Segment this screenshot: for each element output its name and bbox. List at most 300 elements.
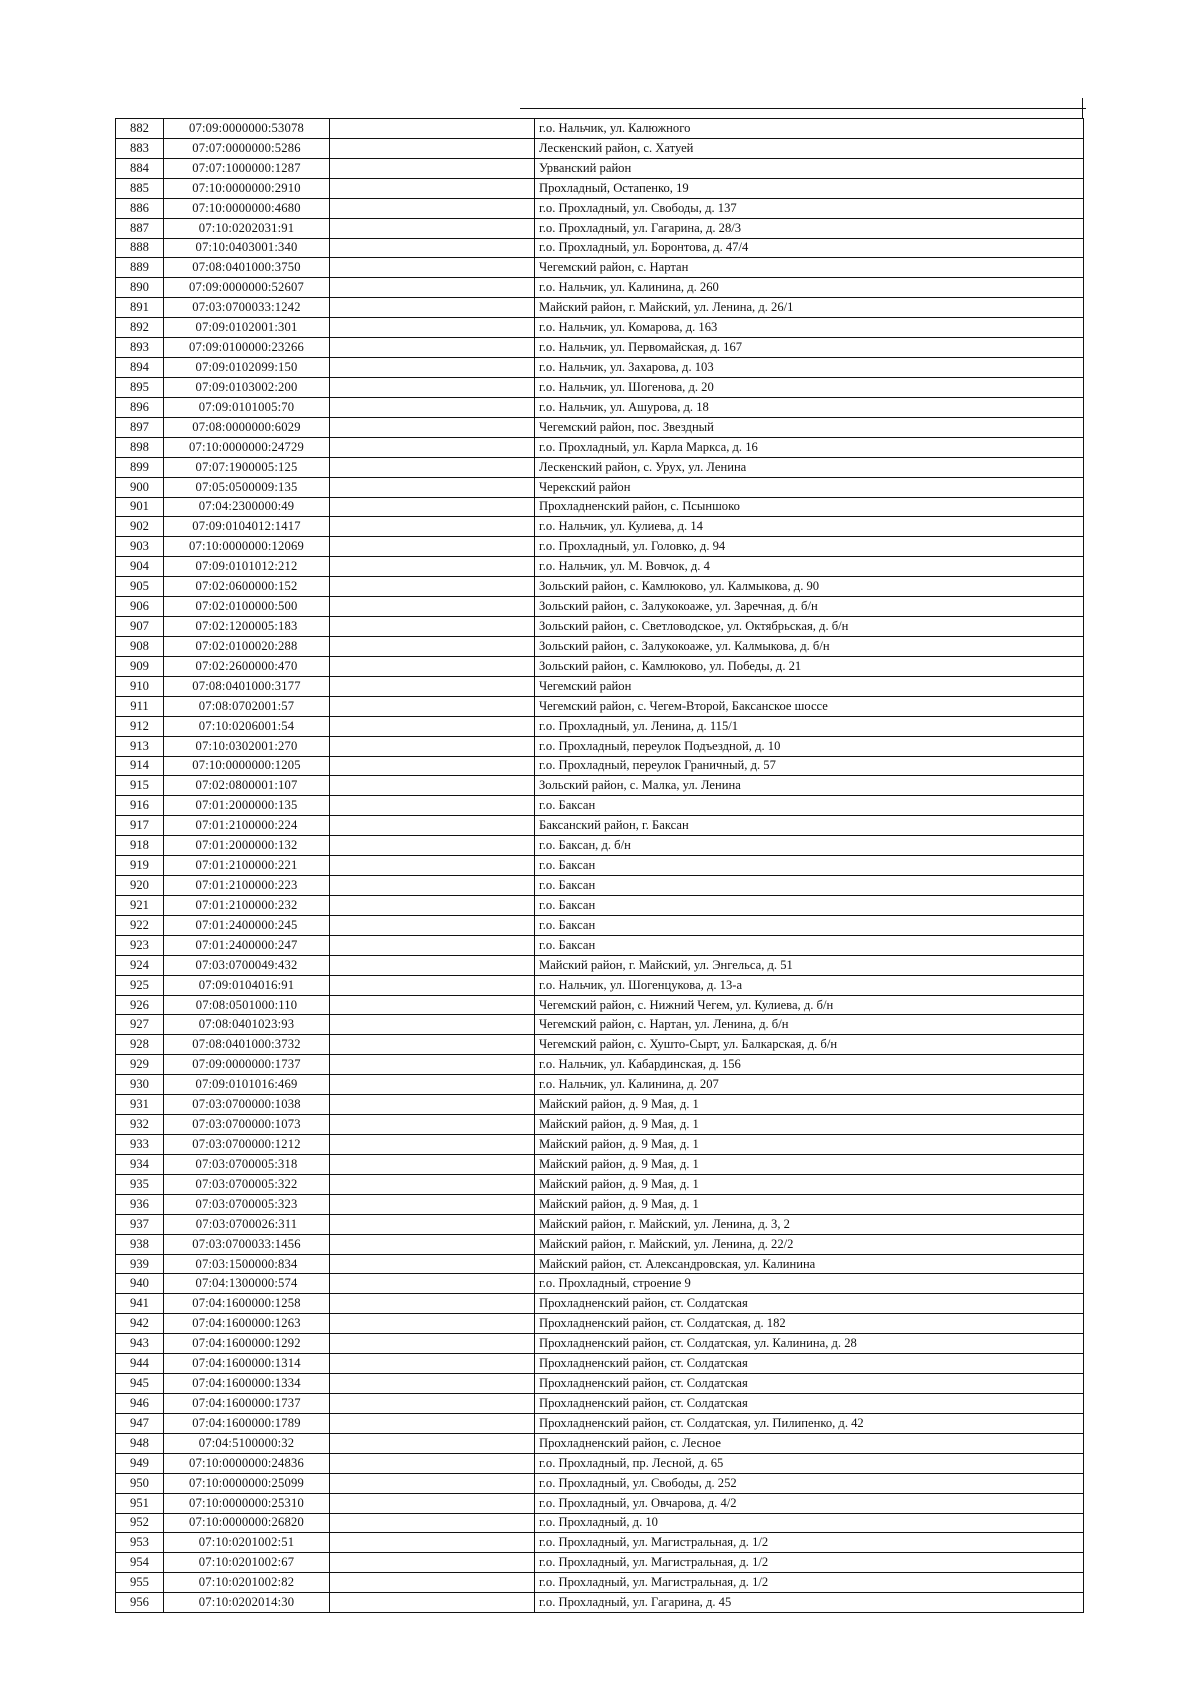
address-cell: Майский район, д. 9 Мая, д. 1 xyxy=(535,1115,1084,1135)
address-cell: Майский район, ст. Александровская, ул. Калинина xyxy=(535,1254,1084,1274)
table-row xyxy=(116,1473,1084,1493)
table-row xyxy=(116,557,1084,577)
cadastral-number-cell: 07:08:0401000:3750 xyxy=(164,258,330,278)
cadastral-number-cell: 07:10:0000000:12069 xyxy=(164,537,330,557)
row-number-cell: 944 xyxy=(116,1354,164,1374)
row-number-cell: 910 xyxy=(116,676,164,696)
table-row xyxy=(116,417,1084,437)
empty-cell xyxy=(330,338,535,358)
row-number-cell: 890 xyxy=(116,278,164,298)
cadastral-number-cell: 07:09:0102099:150 xyxy=(164,358,330,378)
table-row xyxy=(116,517,1084,537)
table-row xyxy=(116,377,1084,397)
address-cell: Прохладный, Остапенко, 19 xyxy=(535,178,1084,198)
empty-cell xyxy=(330,1194,535,1214)
cadastral-number-cell: 07:04:1600000:1258 xyxy=(164,1294,330,1314)
cadastral-number-cell: 07:01:2100000:221 xyxy=(164,856,330,876)
cadastral-number-cell: 07:10:0302001:270 xyxy=(164,736,330,756)
row-number-cell: 946 xyxy=(116,1394,164,1414)
empty-cell xyxy=(330,796,535,816)
table-row xyxy=(116,1354,1084,1374)
cadastral-number-cell: 07:10:0000000:25310 xyxy=(164,1493,330,1513)
address-cell: Зольский район, с. Залукокоаже, ул. Заречная, д. б/н xyxy=(535,597,1084,617)
address-cell: г.о. Прохладный, д. 10 xyxy=(535,1513,1084,1533)
empty-cell xyxy=(330,895,535,915)
address-cell: г.о. Баксан xyxy=(535,796,1084,816)
empty-cell xyxy=(330,1453,535,1473)
table-row xyxy=(116,1274,1084,1294)
table-row xyxy=(116,1135,1084,1155)
row-number-cell: 948 xyxy=(116,1433,164,1453)
address-cell: г.о. Прохладный, строение 9 xyxy=(535,1274,1084,1294)
table-row xyxy=(116,1553,1084,1573)
table-row xyxy=(116,1533,1084,1553)
address-cell: Прохладненский район, с. Лесное xyxy=(535,1433,1084,1453)
cadastral-number-cell: 07:10:0201002:67 xyxy=(164,1553,330,1573)
cadastral-number-cell: 07:10:0000000:2910 xyxy=(164,178,330,198)
address-cell: г.о. Прохладный, ул. Гагарина, д. 45 xyxy=(535,1593,1084,1613)
table-row xyxy=(116,776,1084,796)
empty-cell xyxy=(330,477,535,497)
empty-cell xyxy=(330,696,535,716)
cadastral-number-cell: 07:08:0401000:3177 xyxy=(164,676,330,696)
table-row xyxy=(116,676,1084,696)
address-cell: Майский район, г. Майский, ул. Ленина, д. 3, 2 xyxy=(535,1214,1084,1234)
row-number-cell: 912 xyxy=(116,716,164,736)
empty-cell xyxy=(330,1095,535,1115)
empty-cell xyxy=(330,935,535,955)
empty-cell xyxy=(330,119,535,139)
table-row xyxy=(116,437,1084,457)
empty-cell xyxy=(330,218,535,238)
address-cell: Баксанский район, г. Баксан xyxy=(535,816,1084,836)
table-row xyxy=(116,756,1084,776)
address-cell: Чегемский район, с. Чегем-Второй, Баксанское шоссе xyxy=(535,696,1084,716)
address-cell: г.о. Нальчик, ул. Захарова, д. 103 xyxy=(535,358,1084,378)
table-row xyxy=(116,796,1084,816)
table-row xyxy=(116,338,1084,358)
row-number-cell: 886 xyxy=(116,198,164,218)
address-cell: Прохладненский район, ст. Солдатская, ул. Калинина, д. 28 xyxy=(535,1334,1084,1354)
table-row xyxy=(116,1573,1084,1593)
row-number-cell: 921 xyxy=(116,895,164,915)
cadastral-number-cell: 07:02:0100000:500 xyxy=(164,597,330,617)
cadastral-number-cell: 07:09:0101005:70 xyxy=(164,397,330,417)
table-row xyxy=(116,1055,1084,1075)
address-cell: г.о. Нальчик, ул. Шогенцукова, д. 13-а xyxy=(535,975,1084,995)
empty-cell xyxy=(330,1294,535,1314)
row-number-cell: 934 xyxy=(116,1154,164,1174)
cadastral-number-cell: 07:07:0000000:5286 xyxy=(164,138,330,158)
empty-cell xyxy=(330,1513,535,1533)
row-number-cell: 918 xyxy=(116,836,164,856)
row-number-cell: 892 xyxy=(116,318,164,338)
empty-cell xyxy=(330,1533,535,1553)
empty-cell xyxy=(330,756,535,776)
row-number-cell: 943 xyxy=(116,1334,164,1354)
cadastral-number-cell: 07:07:1000000:1287 xyxy=(164,158,330,178)
empty-cell xyxy=(330,776,535,796)
address-cell: Майский район, г. Майский, ул. Энгельса, д. 51 xyxy=(535,955,1084,975)
address-cell: г.о. Баксан xyxy=(535,895,1084,915)
empty-cell xyxy=(330,377,535,397)
row-number-cell: 951 xyxy=(116,1493,164,1513)
address-cell: Прохладненский район, ст. Солдатская, ул. Пилипенко, д. 42 xyxy=(535,1413,1084,1433)
cadastral-number-cell: 07:05:0500009:135 xyxy=(164,477,330,497)
table-row xyxy=(116,198,1084,218)
empty-cell xyxy=(330,1174,535,1194)
row-number-cell: 885 xyxy=(116,178,164,198)
table-row xyxy=(116,636,1084,656)
table-row xyxy=(116,358,1084,378)
empty-cell xyxy=(330,1274,535,1294)
address-cell: Урванский район xyxy=(535,158,1084,178)
address-cell: г.о. Прохладный, ул. Свободы, д. 137 xyxy=(535,198,1084,218)
table-row xyxy=(116,836,1084,856)
cadastral-number-cell: 07:09:0104012:1417 xyxy=(164,517,330,537)
address-cell: г.о. Прохладный, ул. Боронтова, д. 47/4 xyxy=(535,238,1084,258)
table-row xyxy=(116,1115,1084,1135)
row-number-cell: 919 xyxy=(116,856,164,876)
cadastral-number-cell: 07:10:0201002:82 xyxy=(164,1573,330,1593)
address-cell: г.о. Прохладный, ул. Свободы, д. 252 xyxy=(535,1473,1084,1493)
address-cell: г.о. Баксан xyxy=(535,856,1084,876)
cadastral-number-cell: 07:02:2600000:470 xyxy=(164,656,330,676)
empty-cell xyxy=(330,1394,535,1414)
table-row xyxy=(116,935,1084,955)
empty-cell xyxy=(330,716,535,736)
row-number-cell: 941 xyxy=(116,1294,164,1314)
address-cell: Майский район, д. 9 Мая, д. 1 xyxy=(535,1135,1084,1155)
row-number-cell: 899 xyxy=(116,457,164,477)
cadastral-number-cell: 07:04:2300000:49 xyxy=(164,497,330,517)
table-row xyxy=(116,975,1084,995)
empty-cell xyxy=(330,1573,535,1593)
cadastral-number-cell: 07:04:1600000:1263 xyxy=(164,1314,330,1334)
table-row xyxy=(116,577,1084,597)
table-row xyxy=(116,119,1084,139)
cadastral-number-cell: 07:09:0101012:212 xyxy=(164,557,330,577)
empty-cell xyxy=(330,736,535,756)
empty-cell xyxy=(330,1115,535,1135)
row-number-cell: 897 xyxy=(116,417,164,437)
table-row xyxy=(116,1374,1084,1394)
table-row xyxy=(116,158,1084,178)
table-row xyxy=(116,497,1084,517)
address-cell: Черекский район xyxy=(535,477,1084,497)
table-row xyxy=(116,1254,1084,1274)
cadastral-number-cell: 07:09:0101016:469 xyxy=(164,1075,330,1095)
row-number-cell: 947 xyxy=(116,1413,164,1433)
table-row xyxy=(116,736,1084,756)
address-cell: Майский район, д. 9 Мая, д. 1 xyxy=(535,1174,1084,1194)
cadastral-number-cell: 07:09:0000000:52607 xyxy=(164,278,330,298)
registry-table xyxy=(115,118,1084,1613)
row-number-cell: 888 xyxy=(116,238,164,258)
empty-cell xyxy=(330,258,535,278)
table-row xyxy=(116,1394,1084,1414)
cadastral-number-cell: 07:10:0000000:4680 xyxy=(164,198,330,218)
empty-cell xyxy=(330,557,535,577)
table-row xyxy=(116,597,1084,617)
table-row xyxy=(116,1015,1084,1035)
table-row xyxy=(116,298,1084,318)
empty-cell xyxy=(330,856,535,876)
row-number-cell: 913 xyxy=(116,736,164,756)
address-cell: Прохладненский район, ст. Солдатская xyxy=(535,1394,1084,1414)
empty-cell xyxy=(330,1314,535,1334)
empty-cell xyxy=(330,437,535,457)
table-row xyxy=(116,218,1084,238)
table-row xyxy=(116,1513,1084,1533)
empty-cell xyxy=(330,238,535,258)
table-row xyxy=(116,258,1084,278)
row-number-cell: 929 xyxy=(116,1055,164,1075)
empty-cell xyxy=(330,1214,535,1234)
cadastral-number-cell: 07:10:0201002:51 xyxy=(164,1533,330,1553)
table-row xyxy=(116,995,1084,1015)
empty-cell xyxy=(330,138,535,158)
row-number-cell: 889 xyxy=(116,258,164,278)
cadastral-number-cell: 07:02:0600000:152 xyxy=(164,577,330,597)
cadastral-number-cell: 07:10:0403001:340 xyxy=(164,238,330,258)
row-number-cell: 935 xyxy=(116,1174,164,1194)
row-number-cell: 922 xyxy=(116,915,164,935)
row-number-cell: 952 xyxy=(116,1513,164,1533)
address-cell: Лескенский район, с. Хатуей xyxy=(535,138,1084,158)
address-cell: Зольский район, с. Светловодское, ул. Октябрьская, д. б/н xyxy=(535,617,1084,637)
empty-cell xyxy=(330,876,535,896)
table-row xyxy=(116,238,1084,258)
address-cell: г.о. Нальчик, ул. М. Вовчок, д. 4 xyxy=(535,557,1084,577)
row-number-cell: 902 xyxy=(116,517,164,537)
cadastral-number-cell: 07:08:0501000:110 xyxy=(164,995,330,1015)
table-row xyxy=(116,1593,1084,1613)
address-cell: г.о. Нальчик, ул. Калинина, д. 260 xyxy=(535,278,1084,298)
row-number-cell: 909 xyxy=(116,656,164,676)
row-number-cell: 939 xyxy=(116,1254,164,1274)
empty-cell xyxy=(330,1553,535,1573)
row-number-cell: 907 xyxy=(116,617,164,637)
row-number-cell: 915 xyxy=(116,776,164,796)
empty-cell xyxy=(330,517,535,537)
table-row xyxy=(116,318,1084,338)
address-cell: г.о. Нальчик, ул. Первомайская, д. 167 xyxy=(535,338,1084,358)
cadastral-number-cell: 07:02:1200005:183 xyxy=(164,617,330,637)
empty-cell xyxy=(330,537,535,557)
empty-cell xyxy=(330,158,535,178)
address-cell: Прохладненский район, с. Псыншоко xyxy=(535,497,1084,517)
table-row xyxy=(116,955,1084,975)
row-number-cell: 908 xyxy=(116,636,164,656)
address-cell: г.о. Прохладный, ул. Магистральная, д. 1/2 xyxy=(535,1573,1084,1593)
address-cell: г.о. Прохладный, ул. Овчарова, д. 4/2 xyxy=(535,1493,1084,1513)
empty-cell xyxy=(330,1593,535,1613)
address-cell: г.о. Прохладный, ул. Гагарина, д. 28/3 xyxy=(535,218,1084,238)
address-cell: Чегемский район, пос. Звездный xyxy=(535,417,1084,437)
row-number-cell: 917 xyxy=(116,816,164,836)
cadastral-number-cell: 07:01:2400000:247 xyxy=(164,935,330,955)
table-row xyxy=(116,397,1084,417)
table-top-border xyxy=(520,108,1086,109)
row-number-cell: 884 xyxy=(116,158,164,178)
row-number-cell: 950 xyxy=(116,1473,164,1493)
row-number-cell: 916 xyxy=(116,796,164,816)
address-cell: Зольский район, с. Малка, ул. Ленина xyxy=(535,776,1084,796)
cadastral-number-cell: 07:09:0102001:301 xyxy=(164,318,330,338)
address-cell: Майский район, г. Майский, ул. Ленина, д. 26/1 xyxy=(535,298,1084,318)
table-row xyxy=(116,696,1084,716)
cadastral-number-cell: 07:03:0700000:1073 xyxy=(164,1115,330,1135)
cadastral-number-cell: 07:02:0800001:107 xyxy=(164,776,330,796)
row-number-cell: 883 xyxy=(116,138,164,158)
cadastral-number-cell: 07:10:0000000:24729 xyxy=(164,437,330,457)
row-number-cell: 893 xyxy=(116,338,164,358)
address-cell: г.о. Баксан xyxy=(535,935,1084,955)
cadastral-number-cell: 07:01:2100000:232 xyxy=(164,895,330,915)
empty-cell xyxy=(330,178,535,198)
row-number-cell: 938 xyxy=(116,1234,164,1254)
cadastral-number-cell: 07:10:0000000:24836 xyxy=(164,1453,330,1473)
table-row xyxy=(116,1493,1084,1513)
row-number-cell: 895 xyxy=(116,377,164,397)
table-row xyxy=(116,895,1084,915)
empty-cell xyxy=(330,955,535,975)
address-cell: г.о. Нальчик, ул. Ашурова, д. 18 xyxy=(535,397,1084,417)
address-cell: г.о. Нальчик, ул. Кабардинская, д. 156 xyxy=(535,1055,1084,1075)
table-row xyxy=(116,816,1084,836)
empty-cell xyxy=(330,1015,535,1035)
empty-cell xyxy=(330,597,535,617)
table-row xyxy=(116,915,1084,935)
row-number-cell: 924 xyxy=(116,955,164,975)
row-number-cell: 905 xyxy=(116,577,164,597)
empty-cell xyxy=(330,1354,535,1374)
table-row xyxy=(116,477,1084,497)
table-row xyxy=(116,1294,1084,1314)
row-number-cell: 911 xyxy=(116,696,164,716)
empty-cell xyxy=(330,397,535,417)
table-row xyxy=(116,1035,1084,1055)
table-row xyxy=(116,1334,1084,1354)
cadastral-number-cell: 07:08:0401000:3732 xyxy=(164,1035,330,1055)
address-cell: г.о. Прохладный, пр. Лесной, д. 65 xyxy=(535,1453,1084,1473)
address-cell: г.о. Прохладный, ул. Головко, д. 94 xyxy=(535,537,1084,557)
cadastral-number-cell: 07:04:1600000:1334 xyxy=(164,1374,330,1394)
address-cell: Прохладненский район, ст. Солдатская, д. 182 xyxy=(535,1314,1084,1334)
row-number-cell: 904 xyxy=(116,557,164,577)
cadastral-number-cell: 07:10:0202014:30 xyxy=(164,1593,330,1613)
table-row xyxy=(116,1154,1084,1174)
empty-cell xyxy=(330,975,535,995)
address-cell: Зольский район, с. Камлюково, ул. Калмыкова, д. 90 xyxy=(535,577,1084,597)
cadastral-number-cell: 07:02:0100020:288 xyxy=(164,636,330,656)
registry-table-body xyxy=(116,119,1084,1613)
empty-cell xyxy=(330,1035,535,1055)
address-cell: г.о. Нальчик, ул. Кулиева, д. 14 xyxy=(535,517,1084,537)
empty-cell xyxy=(330,1374,535,1394)
address-cell: г.о. Прохладный, ул. Магистральная, д. 1/2 xyxy=(535,1553,1084,1573)
cadastral-number-cell: 07:03:0700000:1212 xyxy=(164,1135,330,1155)
cadastral-number-cell: 07:03:1500000:834 xyxy=(164,1254,330,1274)
address-cell: Прохладненский район, ст. Солдатская xyxy=(535,1374,1084,1394)
empty-cell xyxy=(330,1254,535,1274)
address-cell: Прохладненский район, ст. Солдатская xyxy=(535,1294,1084,1314)
address-cell: г.о. Баксан xyxy=(535,915,1084,935)
table-right-edge-mark xyxy=(1082,98,1083,118)
row-number-cell: 896 xyxy=(116,397,164,417)
cadastral-number-cell: 07:08:0401023:93 xyxy=(164,1015,330,1035)
cadastral-number-cell: 07:03:0700005:322 xyxy=(164,1174,330,1194)
cadastral-number-cell: 07:09:0103002:200 xyxy=(164,377,330,397)
row-number-cell: 898 xyxy=(116,437,164,457)
table-row xyxy=(116,1433,1084,1453)
cadastral-number-cell: 07:10:0000000:26820 xyxy=(164,1513,330,1533)
cadastral-number-cell: 07:10:0000000:1205 xyxy=(164,756,330,776)
empty-cell xyxy=(330,656,535,676)
row-number-cell: 954 xyxy=(116,1553,164,1573)
table-row xyxy=(116,1095,1084,1115)
row-number-cell: 882 xyxy=(116,119,164,139)
empty-cell xyxy=(330,1234,535,1254)
empty-cell xyxy=(330,636,535,656)
cadastral-number-cell: 07:08:0000000:6029 xyxy=(164,417,330,437)
empty-cell xyxy=(330,1055,535,1075)
address-cell: Майский район, д. 9 Мая, д. 1 xyxy=(535,1095,1084,1115)
table-row xyxy=(116,138,1084,158)
address-cell: г.о. Баксан, д. б/н xyxy=(535,836,1084,856)
address-cell: Зольский район, с. Залукокоаже, ул. Калмыкова, д. б/н xyxy=(535,636,1084,656)
cadastral-number-cell: 07:04:1600000:1314 xyxy=(164,1354,330,1374)
row-number-cell: 932 xyxy=(116,1115,164,1135)
address-cell: Майский район, д. 9 Мая, д. 1 xyxy=(535,1194,1084,1214)
cadastral-number-cell: 07:10:0000000:25099 xyxy=(164,1473,330,1493)
row-number-cell: 903 xyxy=(116,537,164,557)
empty-cell xyxy=(330,1334,535,1354)
table-row xyxy=(116,656,1084,676)
address-cell: Чегемский район, с. Хушто-Сырт, ул. Балкарская, д. б/н xyxy=(535,1035,1084,1055)
cadastral-number-cell: 07:03:0700033:1456 xyxy=(164,1234,330,1254)
address-cell: Зольский район, с. Камлюково, ул. Победы, д. 21 xyxy=(535,656,1084,676)
cadastral-number-cell: 07:09:0000000:53078 xyxy=(164,119,330,139)
empty-cell xyxy=(330,278,535,298)
cadastral-number-cell: 07:04:1300000:574 xyxy=(164,1274,330,1294)
address-cell: г.о. Прохладный, переулок Подъездной, д. 10 xyxy=(535,736,1084,756)
row-number-cell: 942 xyxy=(116,1314,164,1334)
empty-cell xyxy=(330,1154,535,1174)
table-row xyxy=(116,1214,1084,1234)
address-cell: Лескенский район, с. Урух, ул. Ленина xyxy=(535,457,1084,477)
row-number-cell: 887 xyxy=(116,218,164,238)
empty-cell xyxy=(330,915,535,935)
address-cell: Чегемский район, с. Нартан xyxy=(535,258,1084,278)
address-cell: Майский район, д. 9 Мая, д. 1 xyxy=(535,1154,1084,1174)
row-number-cell: 891 xyxy=(116,298,164,318)
row-number-cell: 956 xyxy=(116,1593,164,1613)
empty-cell xyxy=(330,995,535,1015)
empty-cell xyxy=(330,198,535,218)
row-number-cell: 925 xyxy=(116,975,164,995)
table-row xyxy=(116,1194,1084,1214)
table-row xyxy=(116,1453,1084,1473)
row-number-cell: 937 xyxy=(116,1214,164,1234)
cadastral-number-cell: 07:03:0700049:432 xyxy=(164,955,330,975)
row-number-cell: 955 xyxy=(116,1573,164,1593)
cadastral-number-cell: 07:04:1600000:1737 xyxy=(164,1394,330,1414)
empty-cell xyxy=(330,1473,535,1493)
row-number-cell: 927 xyxy=(116,1015,164,1035)
cadastral-number-cell: 07:09:0100000:23266 xyxy=(164,338,330,358)
